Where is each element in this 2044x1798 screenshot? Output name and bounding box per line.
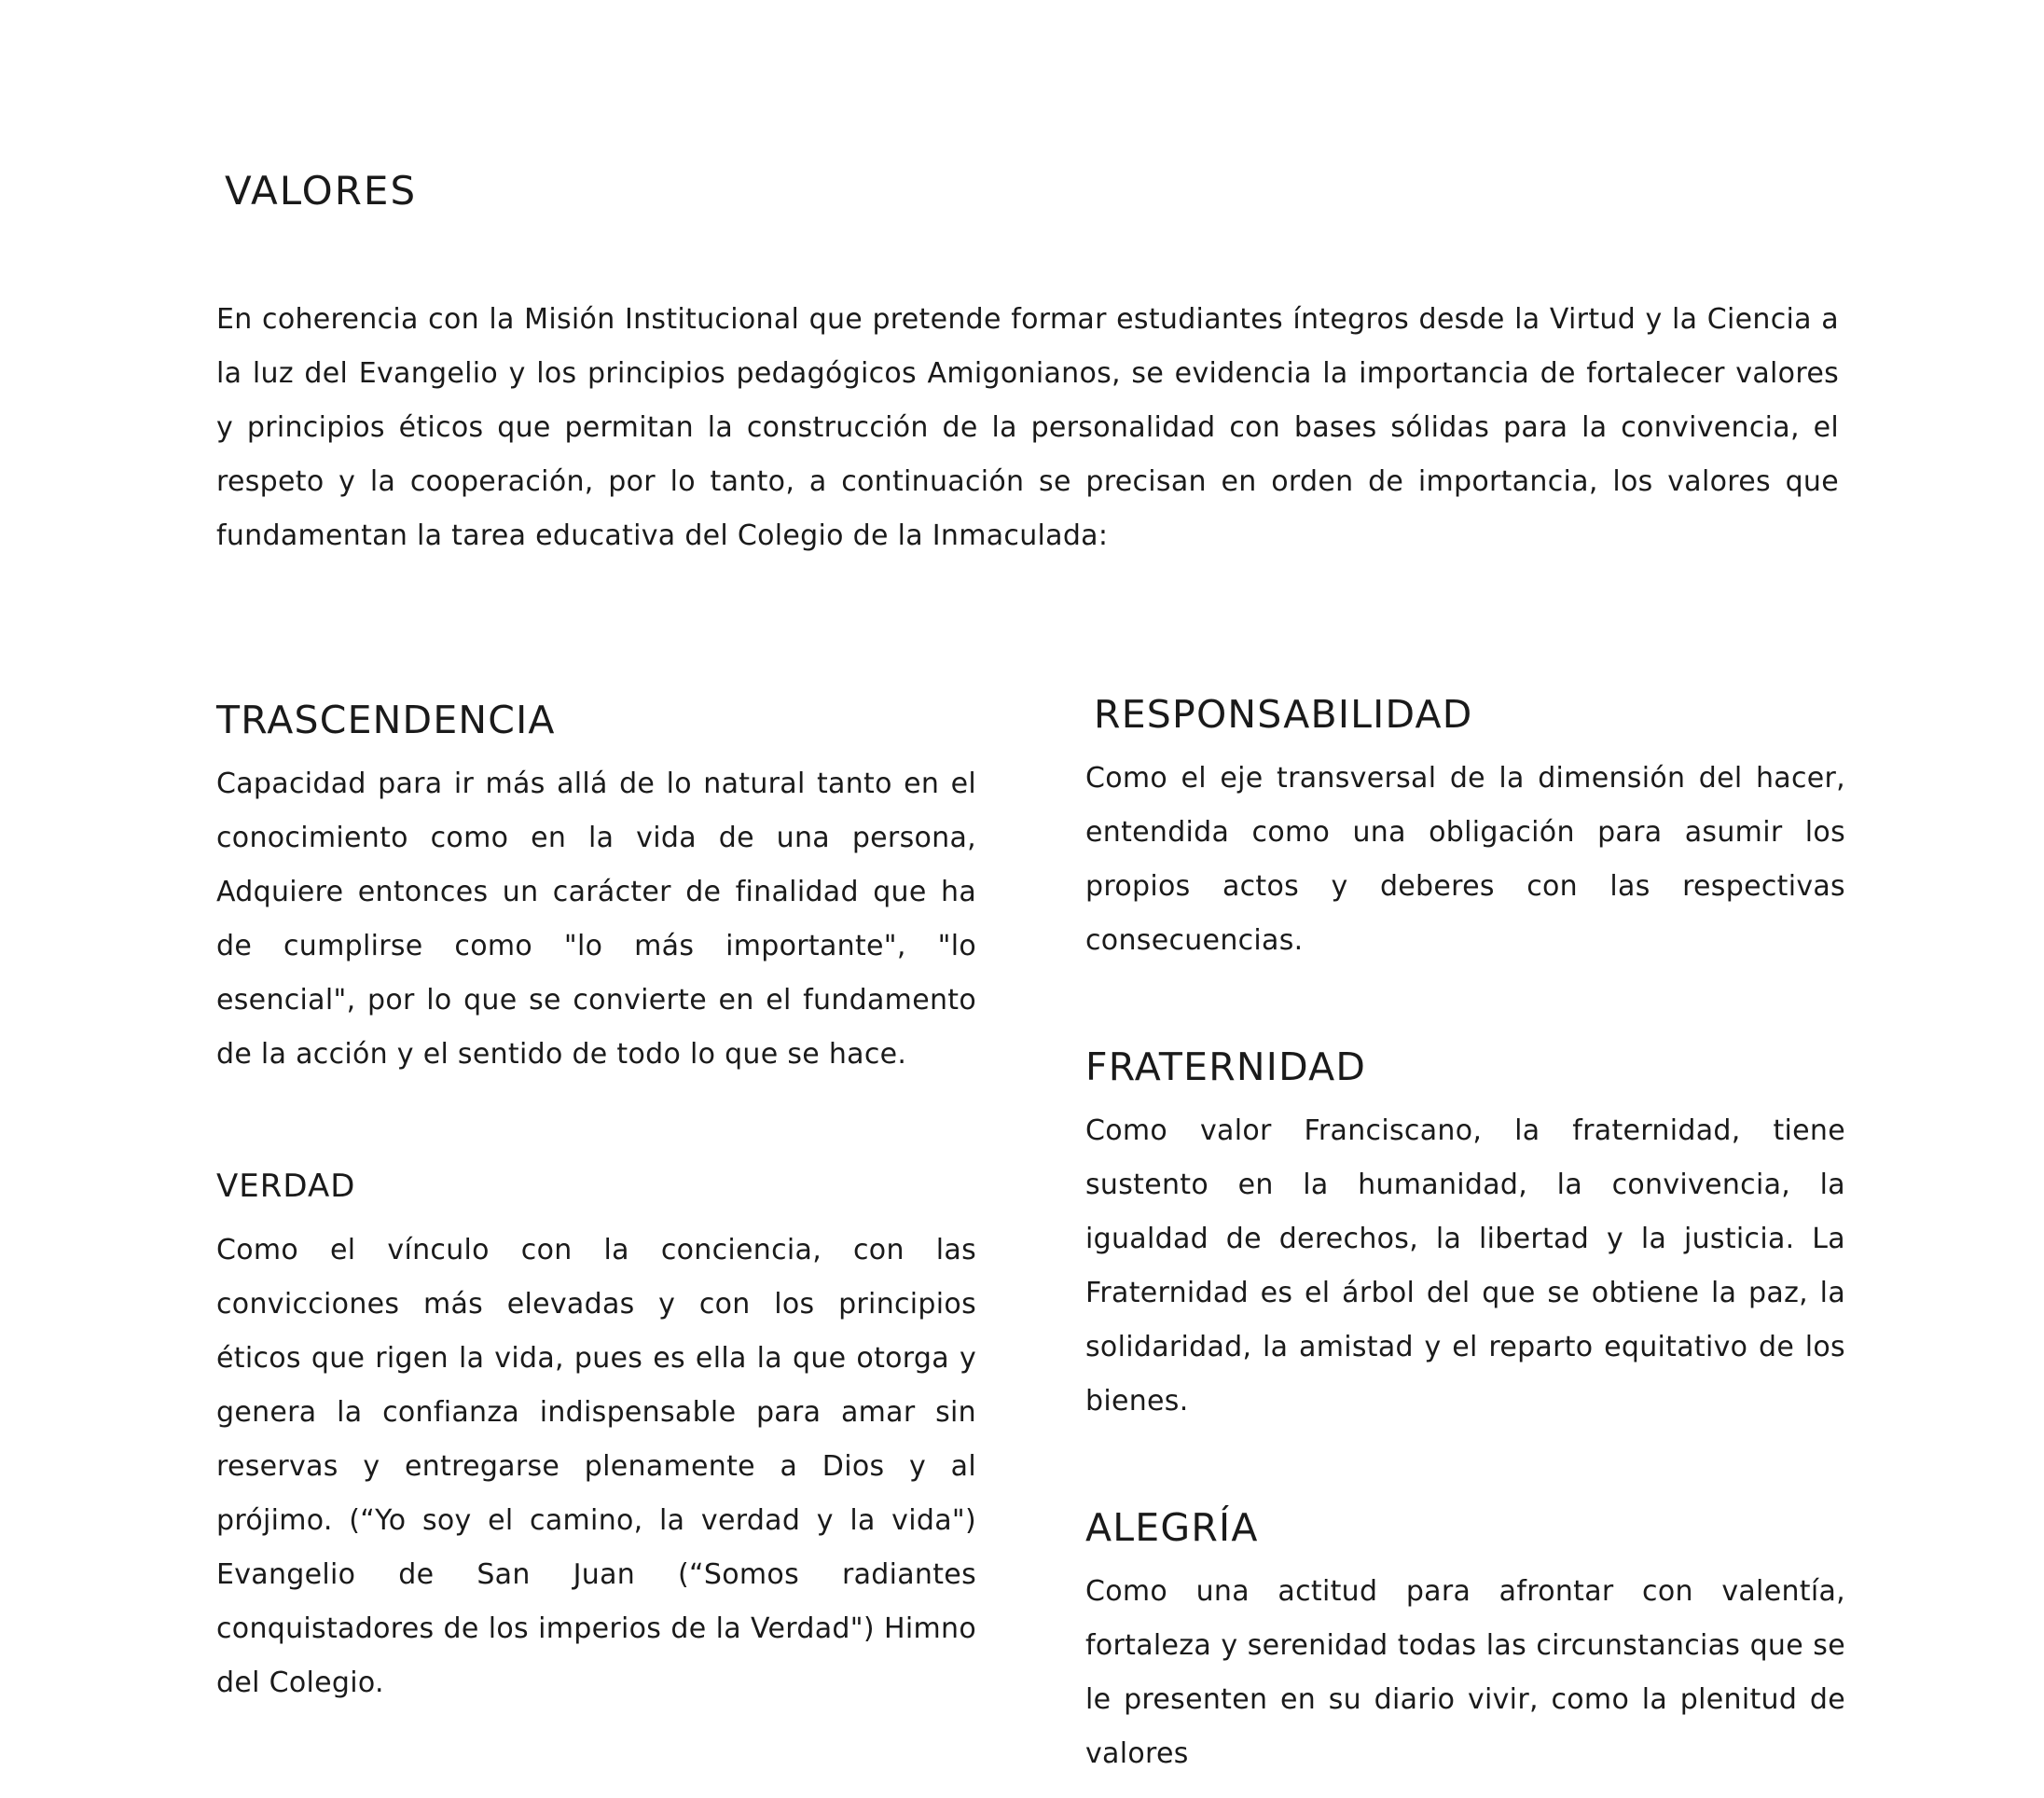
right-column bbox=[1085, 690, 1845, 1781]
page-title: VALORES bbox=[225, 168, 418, 214]
value-text-alegria: Como una actitud para afrontar con valentía, fortaleza y serenidad todas las circunstancias que se le presenten en su diario vivir, como la plenitud de valores bbox=[1085, 1575, 1845, 1770]
value-text-responsabilidad: Como el eje transversal de la dimensión del hacer, entendida como una obligación para asumir los propios actos y deberes con las respectivas consecuencias. bbox=[1085, 762, 1845, 957]
value-heading-fraternidad: FRATERNIDAD bbox=[1085, 1044, 1367, 1089]
left-column bbox=[216, 696, 976, 1710]
value-text-trascendencia: Capacidad para ir más allá de lo natural tanto en el conocimiento como en la vida de una persona, Adquiere entonces un carácter de finalidad que ha de cumplirse como "lo más importante", "lo esencial", por lo que se convierte en el fundamento de la acción y el sentido de todo lo que se hace. bbox=[216, 768, 976, 1071]
value-heading-alegria: ALEGRÍA bbox=[1085, 1505, 1259, 1550]
value-heading-trascendencia: TRASCENDENCIA bbox=[216, 698, 556, 742]
value-trascendencia bbox=[216, 696, 976, 1082]
value-heading-responsabilidad: RESPONSABILIDAD bbox=[1094, 692, 1473, 737]
value-heading-verdad: VERDAD bbox=[216, 1168, 356, 1205]
intro-paragraph: En coherencia con la Misión Institucional que pretende formar estudiantes íntegros desde la Virtud y la Ciencia a la luz del Evangelio y los principios pedagógicos Amigonianos, se evidencia la importancia de fortalecer valores y principios éticos que permitan la construcción de la personalidad con bases sólidas para la convivencia, el respeto y la cooperación, por lo tanto, a continuación se precisan en orden de importancia, los valores que fundamentan la tarea educativa del Colegio de la Inmaculada: bbox=[216, 303, 1839, 552]
value-fraternidad bbox=[1085, 1043, 1845, 1429]
value-responsabilidad bbox=[1085, 690, 1845, 968]
value-text-fraternidad: Como valor Franciscano, la fraternidad, tiene sustento en la humanidad, la convivencia, la igualdad de derechos, la libertad y la justicia. La Fraternidad es el árbol del que se obtiene la paz, la solidaridad, la amistad y el reparto equitativo de los bienes. bbox=[1085, 1114, 1845, 1418]
value-text-verdad: Como el vínculo con la conciencia, con las convicciones más elevadas y con los principios éticos que rigen la vida, pues es ella la que otorga y genera la confianza indispensable para amar sin reservas y entregarse plenamente a Dios y al prójimo. (“Yo soy el camino, la verdad y la vida") Evangelio de San Juan (“Somos radiantes conquistadores de los imperios de la Verdad") Himno del Colegio. bbox=[216, 1234, 976, 1699]
value-alegria bbox=[1085, 1503, 1845, 1781]
value-verdad bbox=[216, 1162, 976, 1710]
